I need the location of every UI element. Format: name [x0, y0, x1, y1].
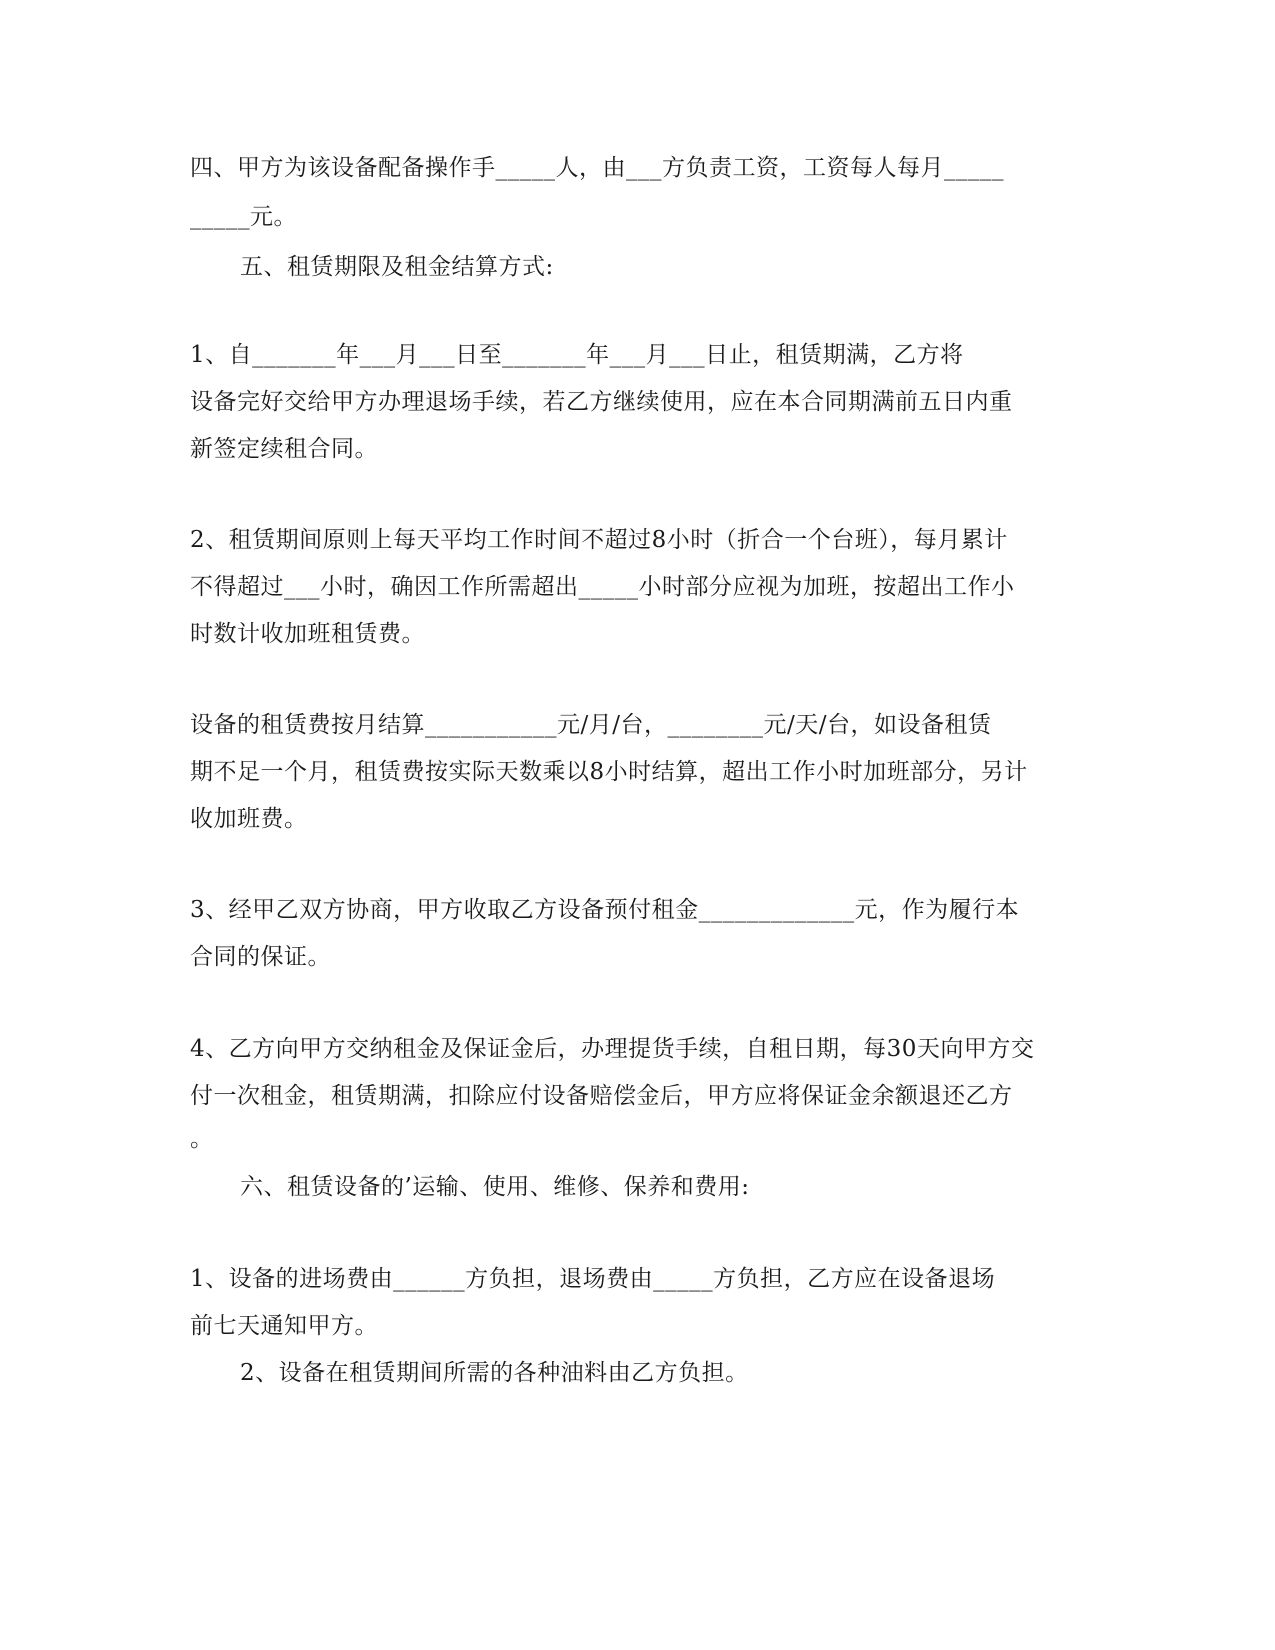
text-line-clause-2-end: 时数计收加班租赁费。: [190, 621, 425, 647]
text-line-clause-3-end: 合同的保证。: [190, 944, 331, 970]
section-heading-lease-term: 五、租赁期限及租金结算方式:: [240, 254, 554, 280]
text-line-clause-4: 4、乙方向甲方交纳租金及保证金后，办理提货手续，自租日期，每30天向甲方交: [190, 1036, 1035, 1062]
text-line-clause-2: 2、租赁期间原则上每天平均工作时间不超过8小时（折合一个台班），每月累计: [190, 527, 1008, 553]
text-line-rent-settlement-end: 收加班费。: [190, 806, 308, 832]
text-line-article-4-cont: _____元。: [190, 204, 297, 230]
text-line-article-4: 四、甲方为该设备配备操作手_____人，由___方负责工资，工资每人每月_____: [190, 155, 1004, 181]
text-line-clause-2-cont: 不得超过___小时，确因工作所需超出_____小时部分应视为加班，按超出工作小: [190, 574, 1015, 600]
text-line-clause-3: 3、经甲乙双方协商，甲方收取乙方设备预付租金_____________元，作为履行本: [190, 897, 1020, 923]
text-line-clause-1-cont: 设备完好交给甲方办理退场手续，若乙方继续使用，应在本合同期满前五日内重: [190, 389, 1013, 415]
text-line-clause-1-end: 新签定续租合同。: [190, 436, 378, 462]
text-line-clause-4-cont: 付一次租金，租赁期满，扣除应付设备赔偿金后，甲方应将保证金余额退还乙方: [190, 1083, 1013, 1109]
text-line-clause-4-end: 。: [190, 1126, 214, 1152]
section-heading-equipment-use: 六、租赁设备的’运输、使用、维修、保养和费用:: [240, 1174, 750, 1200]
text-line-rent-settlement-cont: 期不足一个月，租赁费按实际天数乘以8小时结算，超出工作小时加班部分，另计: [190, 759, 1028, 785]
text-line-section6-clause-1-end: 前七天通知甲方。: [190, 1313, 378, 1339]
text-line-section6-clause-1: 1、设备的进场费由______方负担，退场费由_____方负担，乙方应在设备退场: [190, 1266, 996, 1292]
text-line-section6-clause-2: 2、设备在租赁期间所需的各种油料由乙方负担。: [240, 1360, 749, 1386]
text-line-rent-settlement: 设备的租赁费按月结算___________元/月/台，________元/天/台，如设备租赁: [190, 712, 992, 738]
text-line-clause-1: 1、自_______年___月___日至_______年___月___日止，租赁期满，乙方将: [190, 342, 964, 368]
